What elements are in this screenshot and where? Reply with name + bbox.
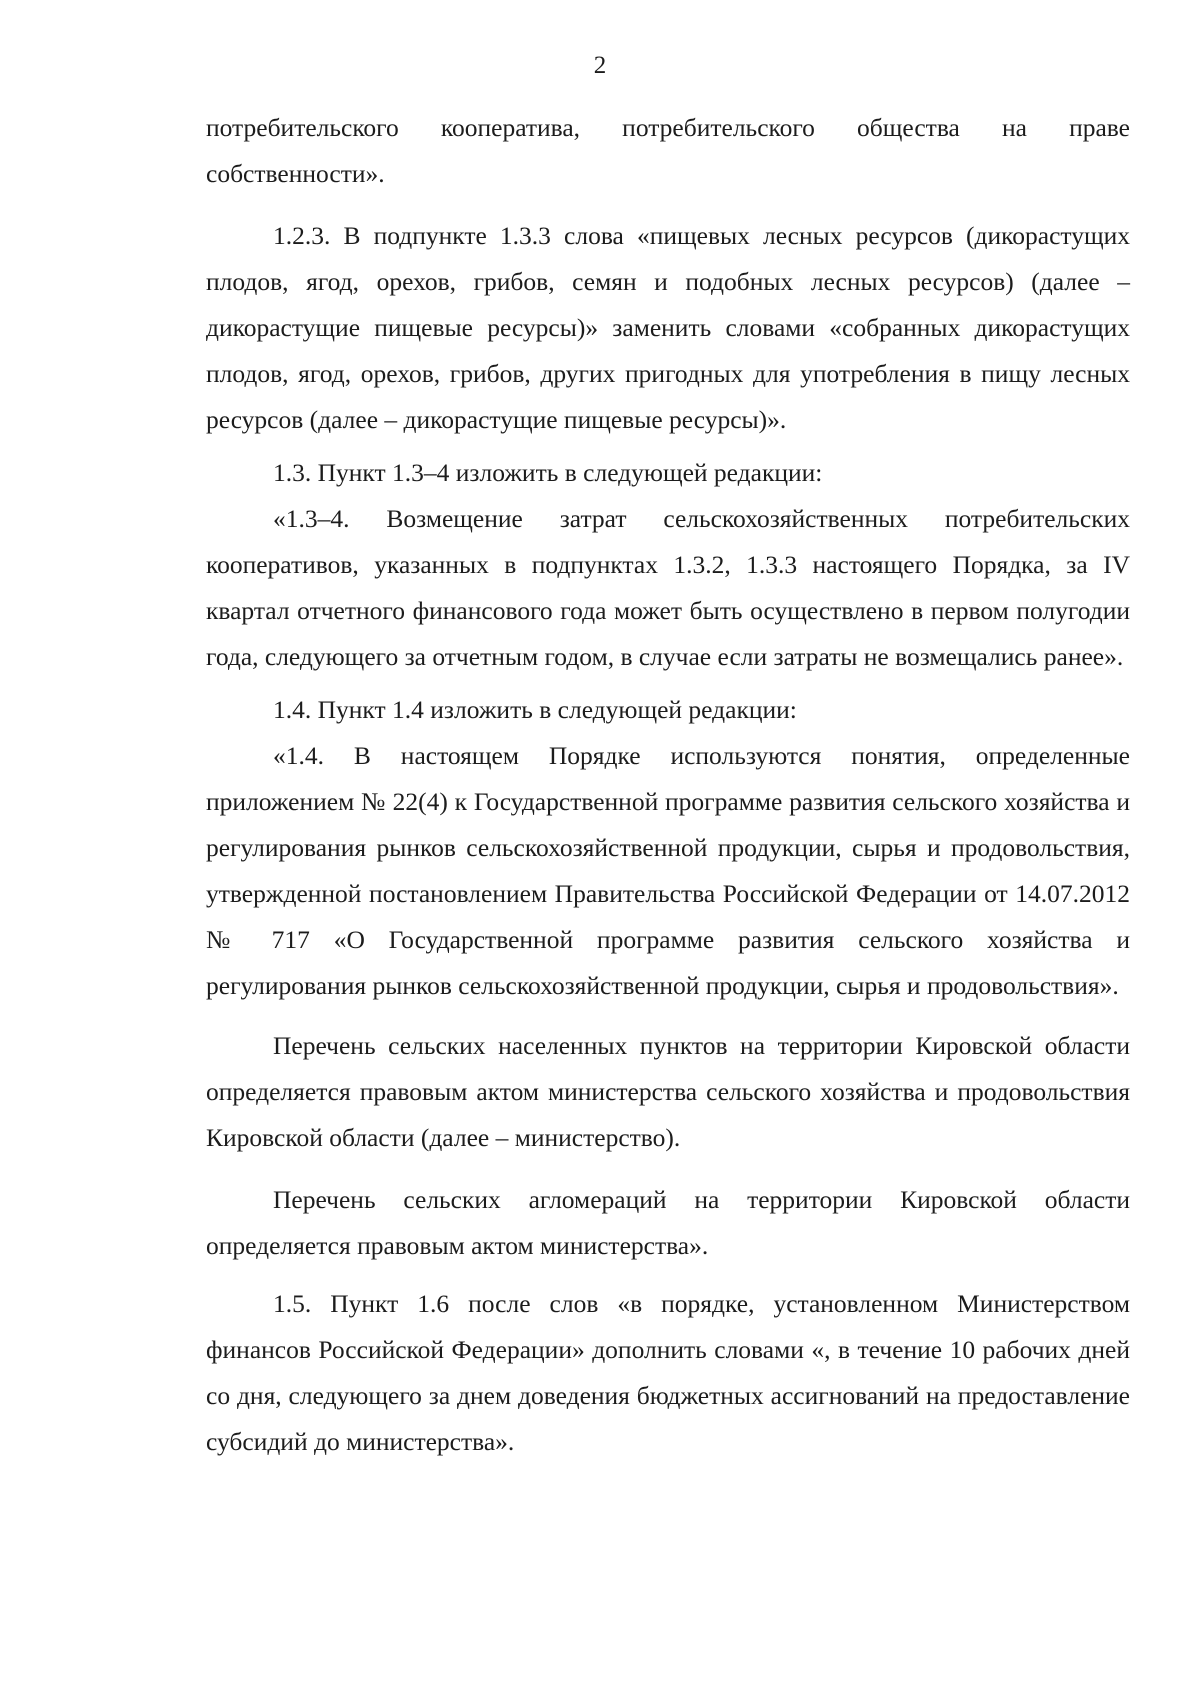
- paragraph-quote-1-3-4: «1.3–4. Возмещение затрат сельскохозяйственных потребительских кооперативов, указанных в подпунктах 1.3.2, 1.3.3 настоящего Порядка, за IV квартал отчетного финансового года может быть осуществлено в первом полугодии года, следующего за отчетным годом, в случае если затраты не возмещались ранее».: [206, 504, 1130, 671]
- paragraph-1-3: 1.3. Пункт 1.3–4 изложить в следующей редакции:: [273, 458, 823, 487]
- paragraph-1-5: 1.5. Пункт 1.6 после слов «в порядке, установленном Министерством финансов Российской Федерации» дополнить словами «, в течение 10 рабочих дней со дня, следующего за днем доведения бюджетных ассигнований на предоставление субсидий до министерства».: [206, 1289, 1130, 1456]
- paragraph-agglomerations-list: Перечень сельских агломераций на территории Кировской области определяется правовым актом министерства».: [206, 1185, 1130, 1260]
- paragraph-1-2-3: 1.2.3. В подпункте 1.3.3 слова «пищевых лесных ресурсов (дикорастущих плодов, ягод, орехов, грибов, семян и подобных лесных ресурсов) (далее – дикорастущие пищевые ресурсы)» заменить словами «собранных дикорастущих плодов, ягод, орехов, грибов, других пригодных для употребления в пищу лесных ресурсов (далее – дикорастущие пищевые ресурсы)».: [206, 221, 1130, 434]
- paragraph-quote-1-4: «1.4. В настоящем Порядке используются понятия, определенные приложением № 22(4) к Государственной программе развития сельского хозяйства и регулирования рынков сельскохозяйственной продукции, сырья и продовольствия, утвержденной постановлением Правительства Российской Федерации от 14.07.2012 № 717 «О Государственной программе развития сельского хозяйства и регулирования рынков сельскохозяйственной продукции, сырья и продовольствия».: [206, 741, 1130, 1000]
- page-number: 2: [593, 52, 607, 79]
- paragraph-settlements-list: Перечень сельских населенных пунктов на территории Кировской области определяется правовым актом министерства сельского хозяйства и продовольствия Кировской области (далее – министерство).: [206, 1031, 1130, 1152]
- paragraph-continuation: потребительского кооператива, потребительского общества на праве собственности».: [206, 113, 1130, 188]
- document-body: [206, 105, 1130, 1465]
- paragraph-1-4: 1.4. Пункт 1.4 изложить в следующей редакции:: [273, 695, 797, 724]
